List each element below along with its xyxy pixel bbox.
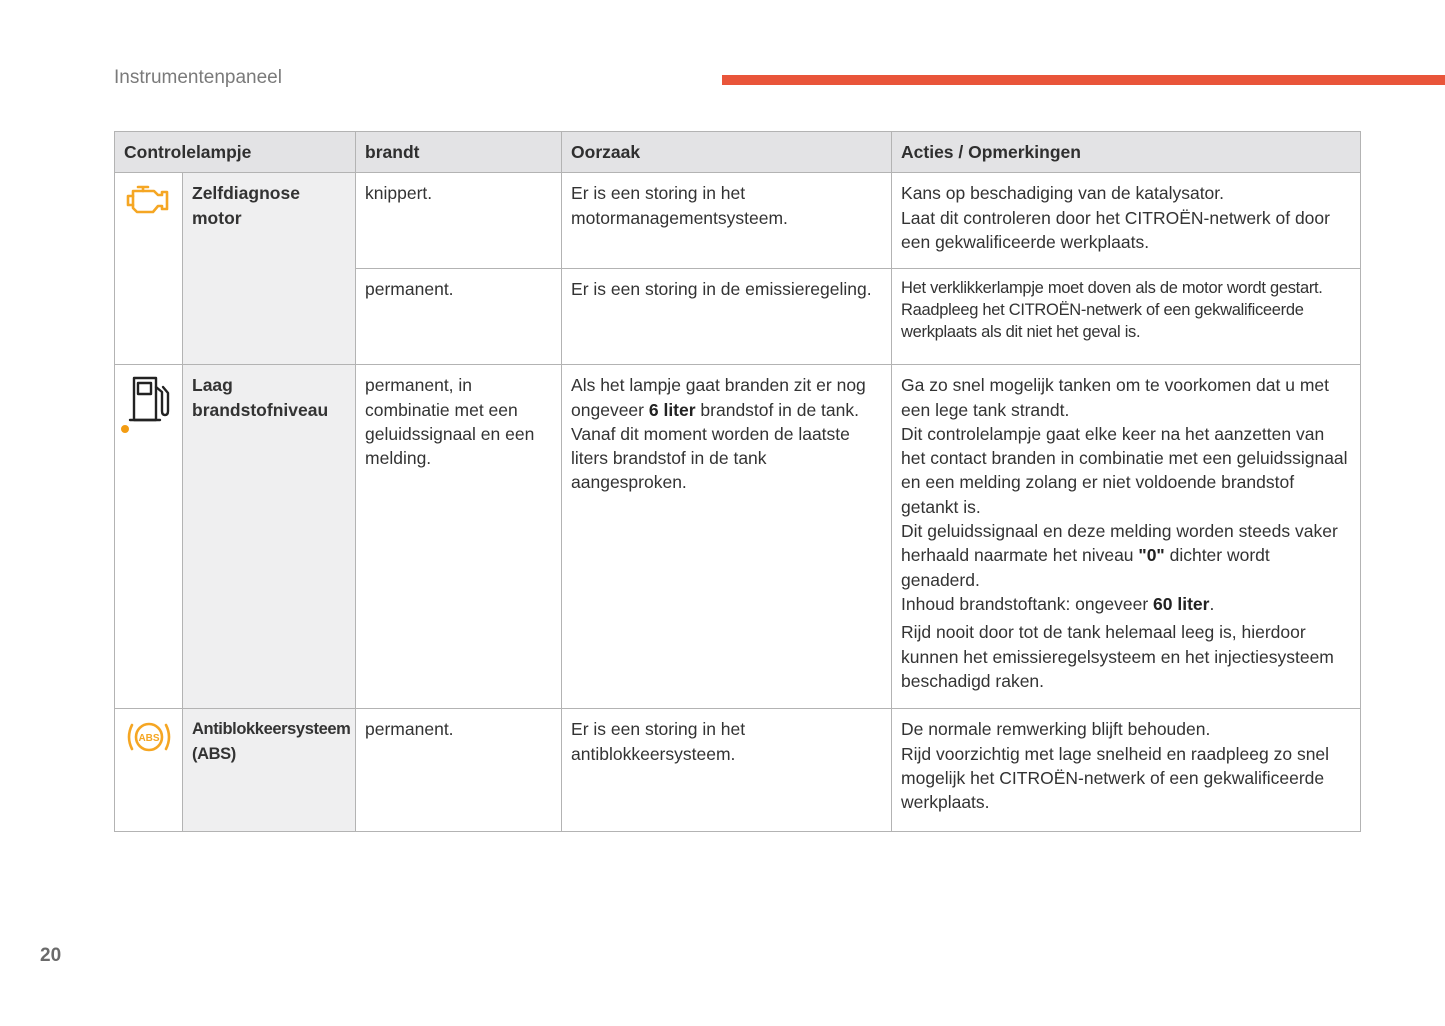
fuel-cause [562, 365, 892, 709]
table-row [115, 173, 1361, 269]
engine-action-line: Kans op beschadiging van de katalysator. [901, 183, 1225, 204]
fuel-cause-line: Als het lampje gaat branden zit er nog ongeveer 6 liter brandstof in de tank. [571, 375, 866, 420]
fuel-pump-icon [124, 373, 174, 425]
fuel-action-line: Dit geluidssignaal en deze melding worden steeds vaker herhaald naarmate het niveau "0" dichter wordt genaderd. [901, 521, 1338, 590]
fuel-action-line: Inhoud brandstoftank: ongeveer 60 liter. [901, 593, 1215, 614]
engine-action-line: Laat dit controleren door het CITROËN-netwerk of door een gekwalificeerde werkplaats. [901, 207, 1330, 252]
engine-state-2: permanent. [356, 269, 562, 365]
engine-actions-1 [892, 173, 1361, 269]
fuel-state: permanent, in combinatie met een geluidssignaal en een melding. [356, 365, 562, 709]
fuel-cause-line: Vanaf dit moment worden de laatste liters brandstof in de tank aangesproken. [571, 423, 850, 493]
engine-actions-2: Het verklikkerlampje moet doven als de motor wordt gestart. Raadpleeg het CITROËN-netwerk of een gekwalificeerde werkplaats als dit niet het geval is. [892, 269, 1361, 365]
engine-cause-2: Er is een storing in de emissieregeling. [562, 269, 892, 365]
engine-icon-cell [115, 173, 183, 365]
header-state: brandt [356, 132, 562, 173]
fuel-lamp-name: Laag brandstofniveau [183, 365, 356, 709]
fuel-action-line: Rijd nooit door tot de tank helemaal leeg is, hierdoor kunnen het emissieregelsysteem en het injectiesysteem beschadigd raken. [901, 622, 1334, 691]
engine-state-1: knippert. [356, 173, 562, 269]
abs-action-line: De normale remwerking blijft behouden. [901, 719, 1211, 740]
fuel-actions [892, 365, 1361, 709]
abs-warning-icon [124, 717, 174, 757]
svg-text:ABS: ABS [138, 733, 160, 745]
warning-lamps-table [114, 131, 1361, 832]
header-cause: Oorzaak [562, 132, 892, 173]
abs-cause: Er is een storing in het antiblokkeersysteem. [562, 709, 892, 832]
abs-actions [892, 709, 1361, 832]
abs-icon-cell [115, 709, 183, 832]
table-header-row [115, 132, 1361, 173]
header-lamp: Controlelampje [115, 132, 356, 173]
fuel-action-line: Dit controlelampje gaat elke keer na het aanzetten van het contact branden in combinatie met een geluidssignaal en een melding zolang er niet voldoende brandstof getankt is. [901, 423, 1348, 517]
fuel-indicator-dot [121, 425, 129, 433]
engine-cause-1: Er is een storing in het motormanagementsysteem. [562, 173, 892, 269]
abs-action-line: Rijd voorzichtig met lage snelheid en raadpleeg zo snel mogelijk het CITROËN-netwerk of een gekwalificeerde werkplaats. [901, 743, 1330, 813]
engine-check-icon [124, 181, 172, 219]
fuel-icon-cell [115, 365, 183, 709]
table-row [115, 365, 1361, 709]
section-title: Instrumentenpaneel [114, 67, 282, 88]
abs-state: permanent. [356, 709, 562, 832]
fuel-action-line: Ga zo snel mogelijk tanken om te voorkomen dat u met een lege tank strandt. [901, 375, 1330, 420]
table-row [115, 709, 1361, 832]
page-number: 20 [40, 945, 62, 966]
abs-lamp-name: Antiblokkeersysteem (ABS) [183, 709, 356, 832]
header-actions: Acties / Opmerkingen [892, 132, 1361, 173]
engine-lamp-name: Zelfdiagnose motor [183, 173, 356, 365]
header-accent-bar [722, 75, 1445, 85]
